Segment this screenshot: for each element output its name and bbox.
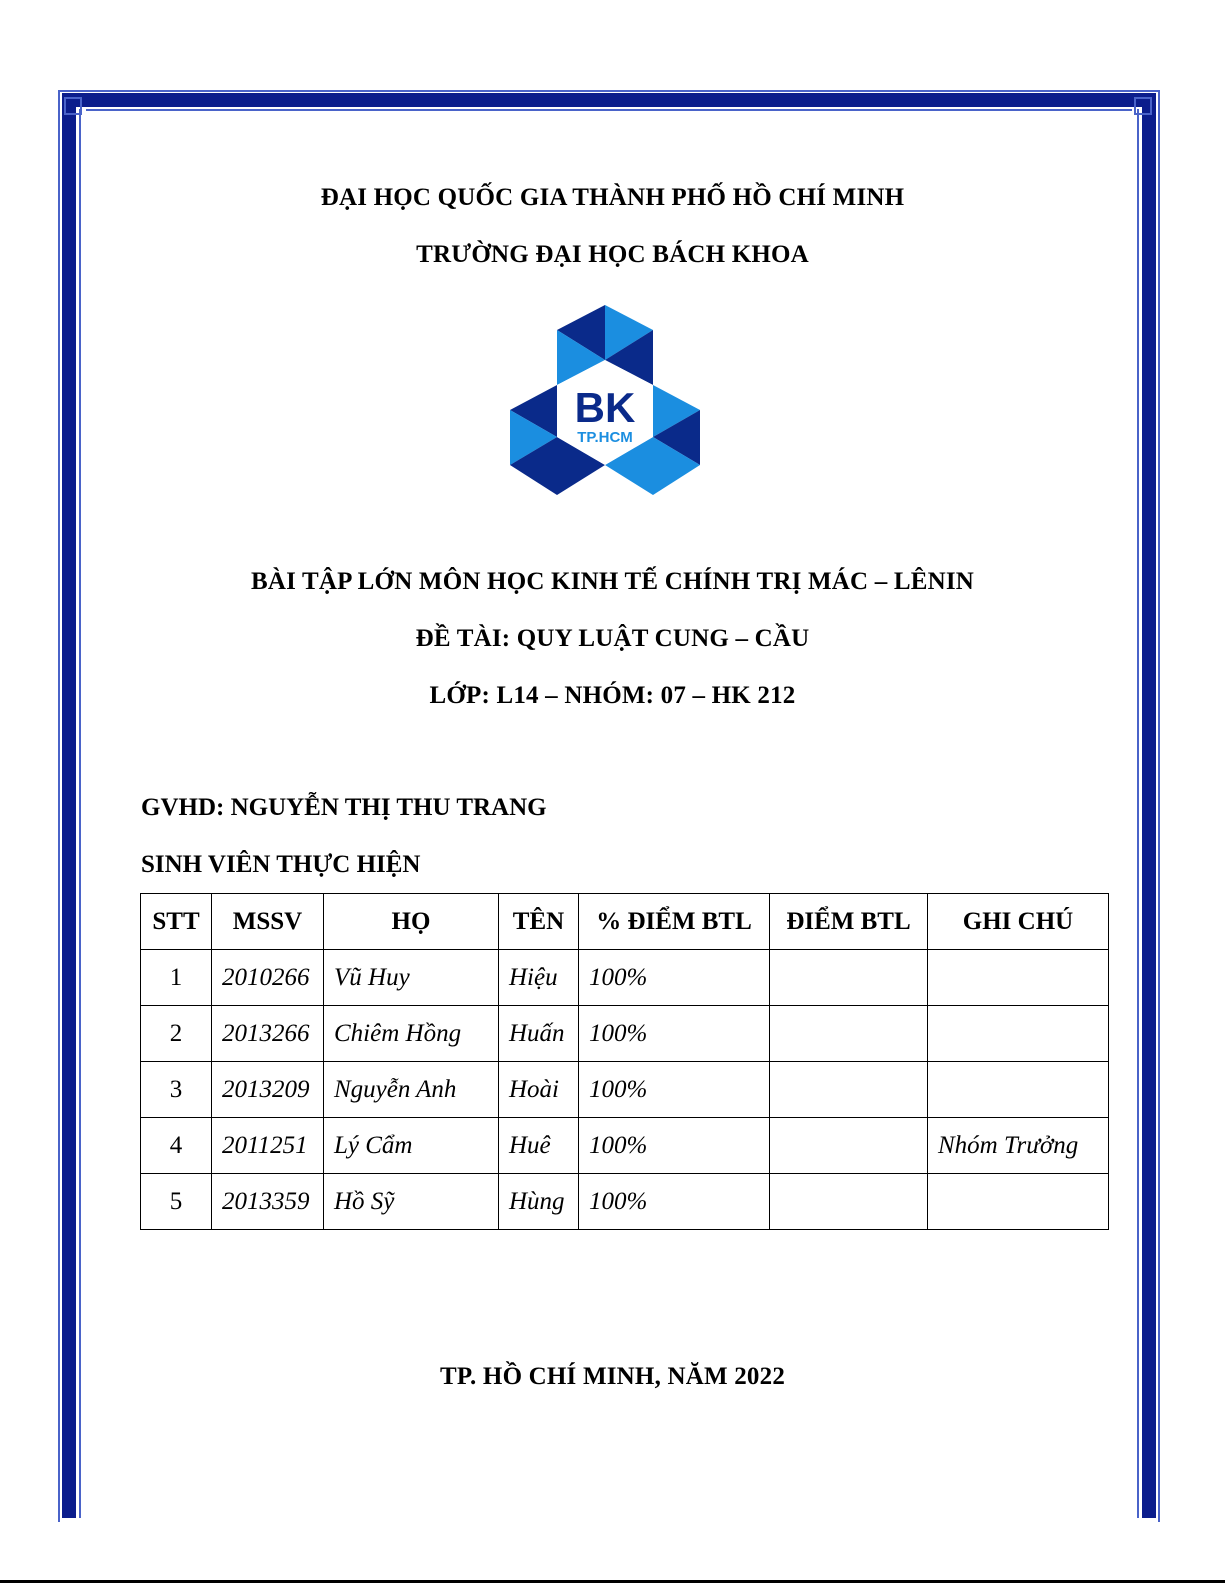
table-row [141, 1062, 1109, 1118]
border-line [58, 90, 1160, 92]
footer-location-year: TP. HỒ CHÍ MINH, NĂM 2022 [439, 1363, 786, 1390]
border-line [58, 90, 60, 1522]
logo-sub-text: TP.HCM [577, 429, 633, 446]
cell-ho: Hồ Sỹ [324, 1174, 499, 1230]
border-corner [64, 97, 82, 115]
school-logo [505, 305, 705, 505]
cell-ten: Hoài [499, 1062, 579, 1118]
cell-ho: Vũ Huy [324, 950, 499, 1006]
cell-mssv: 2013209 [212, 1062, 324, 1118]
cell-mssv: 2013359 [212, 1174, 324, 1230]
header-score: ĐIỂM BTL [770, 894, 928, 950]
cell-percent: 100% [579, 1174, 770, 1230]
border-left [62, 93, 76, 1518]
page-bottom-edge [0, 1580, 1225, 1583]
cell-stt: 4 [141, 1118, 212, 1174]
cell-ten: Hùng [499, 1174, 579, 1230]
cell-note [928, 1006, 1109, 1062]
cell-mssv: 2013266 [212, 1006, 324, 1062]
header-mssv: MSSV [212, 894, 324, 950]
cell-ho: Lý Cẩm [324, 1118, 499, 1174]
header-stt: STT [141, 894, 212, 950]
cell-mssv: 2010266 [212, 950, 324, 1006]
cell-percent: 100% [579, 950, 770, 1006]
students-heading: SINH VIÊN THỰC HIỆN [141, 851, 421, 878]
border-line [1158, 90, 1160, 1522]
cell-stt: 3 [141, 1062, 212, 1118]
header-percent: % ĐIỂM BTL [579, 894, 770, 950]
university-name: ĐẠI HỌC QUỐC GIA THÀNH PHỐ HỒ CHÍ MINH [320, 184, 905, 211]
cell-ho: Nguyễn Anh [324, 1062, 499, 1118]
cell-percent: 100% [579, 1118, 770, 1174]
cell-ten: Hiệu [499, 950, 579, 1006]
cell-score [770, 1118, 928, 1174]
header-ten: TÊN [499, 894, 579, 950]
cell-stt: 1 [141, 950, 212, 1006]
cell-score [770, 1062, 928, 1118]
cell-note [928, 1062, 1109, 1118]
cell-score [770, 1006, 928, 1062]
topic-title: ĐỀ TÀI: QUY LUẬT CUNG – CẦU [415, 625, 810, 652]
school-name: TRƯỜNG ĐẠI HỌC BÁCH KHOA [416, 241, 809, 268]
cell-note [928, 1174, 1109, 1230]
table-row [141, 1006, 1109, 1062]
table-header-row [141, 894, 1109, 950]
class-info: LỚP: L14 – NHÓM: 07 – HK 212 [429, 682, 796, 709]
cell-percent: 100% [579, 1062, 770, 1118]
cell-mssv: 2011251 [212, 1118, 324, 1174]
cell-ten: Huấn [499, 1006, 579, 1062]
cell-score [770, 1174, 928, 1230]
border-corner [1134, 97, 1152, 115]
logo-main-text: BK [574, 384, 636, 431]
cell-ten: Huê [499, 1118, 579, 1174]
border-line [79, 109, 81, 1518]
table-row [141, 1118, 1109, 1174]
table-row [141, 950, 1109, 1006]
cell-note: Nhóm Trưởng [928, 1118, 1109, 1174]
assignment-title: BÀI TẬP LỚN MÔN HỌC KINH TẾ CHÍNH TRỊ MÁC – LÊNIN [250, 568, 975, 595]
border-line [86, 109, 1132, 111]
header-ho: HỌ [324, 894, 499, 950]
border-right [1142, 93, 1156, 1518]
border-line [1137, 109, 1139, 1518]
cell-ho: Chiêm Hồng [324, 1006, 499, 1062]
cell-score [770, 950, 928, 1006]
border-top [62, 93, 1156, 107]
cell-percent: 100% [579, 1006, 770, 1062]
header-note: GHI CHÚ [928, 894, 1109, 950]
cell-stt: 2 [141, 1006, 212, 1062]
cell-stt: 5 [141, 1174, 212, 1230]
table-row [141, 1174, 1109, 1230]
cell-note [928, 950, 1109, 1006]
students-table [140, 893, 1109, 1230]
instructor: GVHD: NGUYỄN THỊ THU TRANG [141, 794, 547, 821]
